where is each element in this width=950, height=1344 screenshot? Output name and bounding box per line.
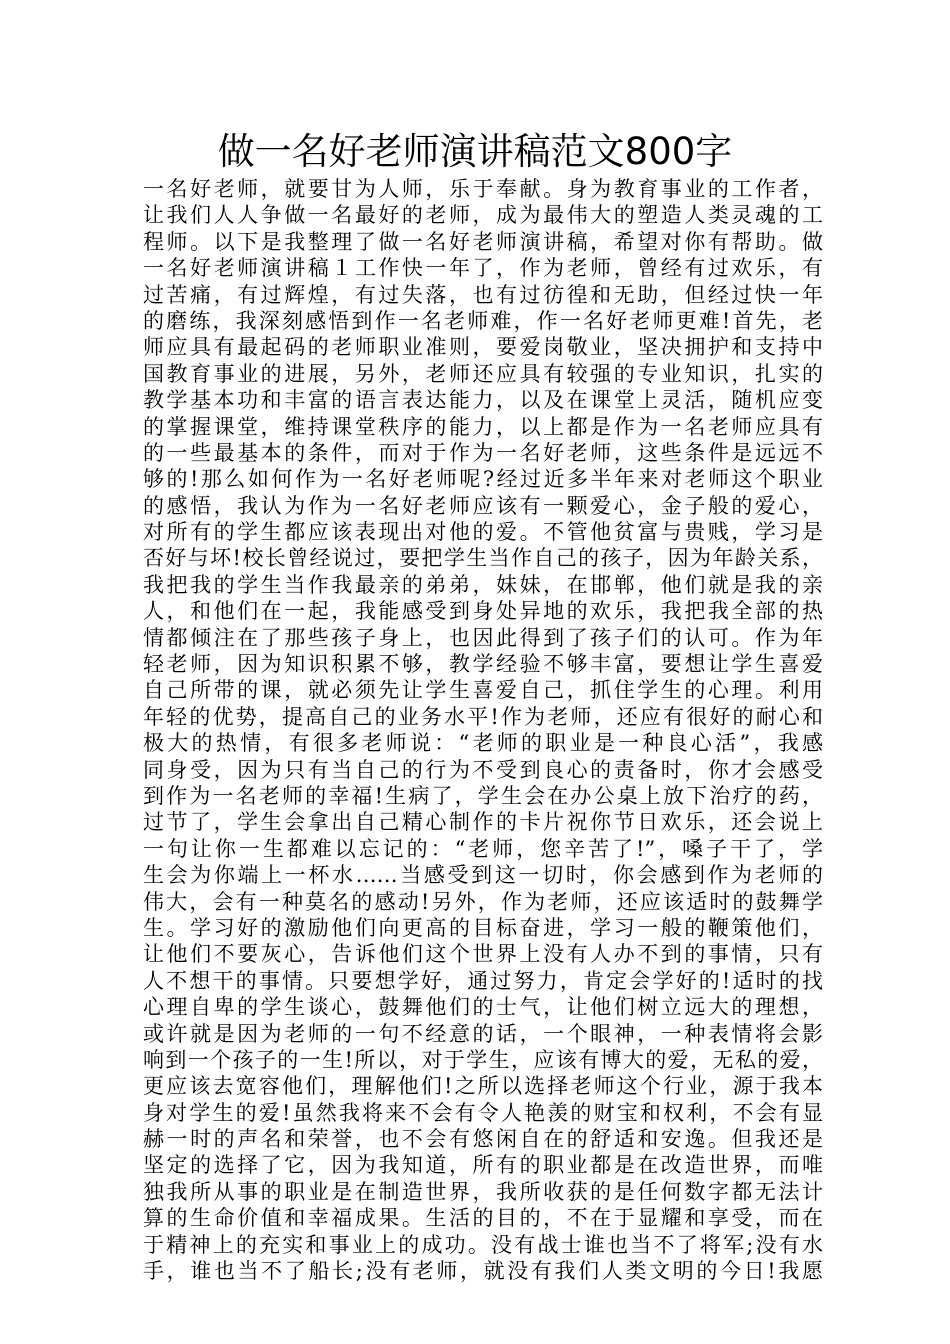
body-line: 否好与坏!校长曾经说过，要把学生当作自己的孩子，因为年龄关系， [143, 546, 823, 571]
body-line: 极大的热情，有很多老师说：“老师的职业是一种良心活”，我感 [143, 731, 823, 756]
body-line: 生。学习好的激励他们向更高的目标奋进，学习一般的鞭策他们， [143, 915, 823, 940]
body-line: 于精神上的充实和事业上的成功。没有战士谁也当不了将军;没有水 [143, 1232, 823, 1257]
body-line: 过苦痛，有过辉煌，有过失落，也有过彷徨和无助，但经过快一年 [143, 282, 823, 307]
body-line: 独我所从事的职业是在制造世界，我所收获的是任何数字都无法计 [143, 1179, 823, 1204]
body-line: 算的生命价值和幸福成果。生活的目的，不在于显耀和享受，而在 [143, 1206, 823, 1231]
body-line: 人，和他们在一起，我能感受到身处异地的欢乐，我把我全部的热 [143, 599, 823, 624]
body-line: 一名好老师，就要甘为人师，乐于奉献。身为教育事业的工作者， [143, 177, 823, 201]
body-line: 更应该去宽容他们，理解他们!之所以选择老师这个行业，源于我本 [143, 1074, 823, 1099]
document-title: 做一名好老师演讲稿范文800字 [217, 130, 733, 173]
body-line: 手，谁也当不了船长;没有老师，就没有我们人类文明的今日!我愿 [143, 1259, 823, 1284]
body-line: 师应具有最起码的老师职业准则，要爱岗敬业，坚决拥护和支持中 [143, 335, 823, 360]
body-line: 年轻的优势，提高自己的业务水平!作为老师，还应有很好的耐心和 [143, 704, 823, 729]
body-line: 一句让你一生都难以忘记的：“老师，您辛苦了!”，嗓子干了，学 [143, 836, 823, 861]
body-line: 自己所带的课，就必须先让学生喜爱自己，抓住学生的心理。利用 [143, 678, 823, 703]
document-body [143, 176, 823, 1284]
body-line: 生会为你端上一杯水……当感受到这一切时，你会感到作为老师的 [143, 863, 823, 888]
body-line: 的一些最基本的条件，而对于作为一名好老师，这些条件是远远不 [143, 440, 823, 465]
body-line: 教学基本功和丰富的语言表达能力，以及在课堂上灵活，随机应变 [143, 388, 823, 413]
body-line: 的感悟，我认为作为一名好老师应该有一颗爱心，金子般的爱心， [143, 493, 823, 518]
body-line: 同身受，因为只有当自己的行为不受到良心的责备时，你才会感受 [143, 757, 823, 782]
body-line: 够的!那么如何作为一名好老师呢?经过近多半年来对老师这个职业 [143, 467, 823, 492]
body-line: 一名好老师演讲稿１工作快一年了，作为老师，曾经有过欢乐，有 [143, 256, 823, 281]
body-line: 让我们人人争做一名最好的老师，成为最伟大的塑造人类灵魂的工 [143, 203, 823, 228]
body-line: 程师。以下是我整理了做一名好老师演讲稿，希望对你有帮助。做 [143, 229, 823, 254]
body-line: 轻老师，因为知识积累不够，教学经验不够丰富，要想让学生喜爱 [143, 652, 823, 677]
body-line: 情都倾注在了那些孩子身上，也因此得到了孩子们的认可。作为年 [143, 625, 823, 650]
body-line: 身对学生的爱!虽然我将来不会有令人艳羡的财宝和权利，不会有显 [143, 1100, 823, 1125]
body-line: 国教育事业的进展，另外，老师还应具有较强的专业知识，扎实的 [143, 361, 823, 386]
body-line: 坚定的选择了它，因为我知道，所有的职业都是在改造世界，而唯 [143, 1153, 823, 1178]
body-line: 或许就是因为老师的一句不经意的话，一个眼神，一种表情将会影 [143, 1021, 823, 1046]
body-line: 对所有的学生都应该表现出对他的爱。不管他贫富与贵贱，学习是 [143, 520, 823, 545]
body-line: 的掌握课堂，维持课堂秩序的能力，以上都是作为一名老师应具有 [143, 414, 823, 439]
body-line: 让他们不要灰心，告诉他们这个世界上没有人办不到的事情，只有 [143, 942, 823, 967]
body-line: 到作为一名老师的幸福!生病了，学生会在办公桌上放下治疗的药， [143, 783, 823, 808]
body-line: 我把我的学生当作我最亲的弟弟，妹妹，在邯郸，他们就是我的亲 [143, 572, 823, 597]
body-line: 人不想干的事情。只要想学好，通过努力，肯定会学好的!适时的找 [143, 968, 823, 993]
body-line: 伟大，会有一种莫名的感动!另外，作为老师，还应该适时的鼓舞学 [143, 889, 823, 914]
body-line: 心理自卑的学生谈心，鼓舞他们的士气，让他们树立远大的理想， [143, 995, 823, 1020]
body-line: 的磨练，我深刻感悟到作一名老师难，作一名好老师更难!首先，老 [143, 308, 823, 333]
body-line: 过节了，学生会拿出自己精心制作的卡片祝你节日欢乐，还会说上 [143, 810, 823, 835]
body-line: 响到一个孩子的一生!所以，对于学生，应该有博大的爱，无私的爱， [143, 1047, 823, 1072]
body-line: 赫一时的声名和荣誉，也不会有悠闲自在的舒适和安逸。但我还是 [143, 1127, 823, 1152]
